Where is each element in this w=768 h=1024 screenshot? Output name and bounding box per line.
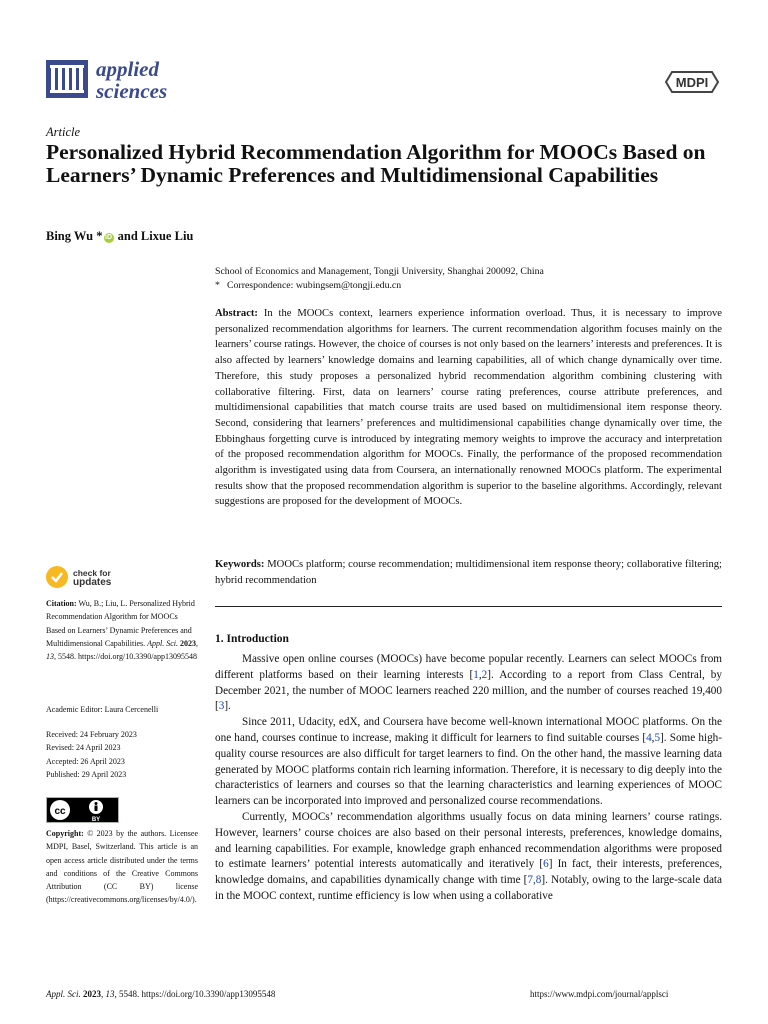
journal-logo-icon [46,60,88,98]
affiliations [215,265,725,292]
footer-citation: Appl. Sci. 2023, 13, 5548. https://doi.org/10.3390/app13095548 [46,989,276,999]
authors [46,229,193,244]
cc-by-license-icon[interactable] [46,797,119,823]
citation-block: Citation: Wu, B.; Liu, L. Personalized Hybrid Recommendation Algorithm for MOOCs Based on Learners’ Dynamic Preferences and Multidimensional Capabilities. Appl. Sci. 2023, 13, 5548. https://doi.org/10.3390/app13095548 [46,599,198,662]
affiliation: School of Economics and Management, Tongji University, Shanghai 200092, China [215,266,544,277]
introduction-body [215,652,722,905]
paragraph-3 [215,810,722,905]
text-run: Since 2011, Udacity, edX, and Coursera have become well-known international MOOC platforms. On the one hand, courses continue to increase, making it difficult for learners to find suitable courses [ [215,716,722,744]
mdpi-logo-text: MDPI [675,75,709,90]
correspondence [215,279,725,293]
author-2: and Lixue Liu [114,229,194,243]
check-for-updates-button[interactable] [46,566,166,594]
journal-name-line1: applied [96,57,159,81]
check-updates-line2: updates [73,577,112,588]
text-run: ]. Some high-quality course resources are also difficult for target learners to find. On the other hand, the massive learning data generated by MOOC platforms contain rich learning information. Therefore, it is necessary to dig deeply into the characteristics of learners and courses so that the learning characteristics and learning experiences of MOOC learners can be incorporated into improved and personalized course recommendations. [215,731,722,808]
citation-link[interactable]: 5 [654,731,661,744]
section-divider [215,606,722,607]
cc-by-label: BY [91,817,101,823]
citation-year: 2023 [180,638,196,648]
check-updates-icon [46,566,68,588]
section-heading-introduction: 1. Introduction [215,633,289,645]
citation-link[interactable]: 7,8 [527,874,542,887]
cc-label: cc [54,806,66,817]
check-updates-line1: check for [73,568,111,578]
text-run: ]. Notably, owing to the large-scale data in the MOOC context, runtime efficiency is low when using a collaborative [215,874,722,902]
citation-link[interactable]: 1 [473,668,479,681]
abstract [215,306,722,510]
text-run: Currently, MOOCs’ recommendation algorithms usually focus on data mining learners’ course ratings. However, learners’ course choices are also based on their personal interests, preferences, knowledge domains, and learning capabilities. For example, knowledge graph enhanced recommendation algorithms were proposed to estimate learners’ potential interests automatically and iteratively [ [215,810,722,871]
text-run: Massive open online courses (MOOCs) have become popular recently. Learners can select MOOCs from different platforms based on their learning interests [ [215,653,722,681]
mdpi-logo-icon [664,70,720,94]
abstract-text: In the MOOCs context, learners experience information overload. Thus, it is necessary to improve personalized recommendation algorithms for learners. The current recommendation algorithm focuses mainly on the learners’ course ratings. However, the choice of courses is not only based on the learners’ interests and preferences. It is also affected by learners’ knowledge domains and learning capabilities, all of which change dynamically over time. Therefore, this study proposes a personalized hybrid recommendation algorithm combining clustering with collaborative filtering. First, data on learners’ course rating preferences, course attribute preferences, and multidimensional capabilities that match course traits are used based on multidimensional item response theory. Second, considering that learners’ preferences and multidimensional capabilities change dynamically over time, the Ebbinghaus forgetting curve is introduced by integrating memory weights to improve the accuracy and interpretation of the proposed recommendation algorithm for MOOCs. Finally, the performance of the proposed recommendation algorithm is investigated using data from Coursera, an internationally renowned MOOCs platform. The experimental results show that the proposed recommendation algorithm is superior to the baseline algorithms. Accordingly, relevant suggestions are proposed for the development of MOOCs. [215,308,723,508]
academic-editor: Academic Editor: Laura Cercenelli [46,705,159,714]
article-type: Article [46,125,81,139]
keywords-text: MOOCs platform; course recommendation; multidimensional item response theory; collaborative filtering; hybrid recommendation [215,559,722,586]
orcid-icon[interactable]: iD [105,234,113,241]
citation-doi[interactable]: , 5548. https://doi.org/10.3390/app13095548 [54,652,197,662]
journal-name-line2: sciences [96,79,168,103]
keywords [215,557,722,588]
citation-link[interactable]: 3 [218,700,225,713]
correspondence-mark: * [215,279,220,291]
date-published: Published: 29 April 2023 [46,769,127,779]
citation-journal: Appl. Sci. [147,638,178,648]
citation-text: Wu, B.; Liu, L. Personalized Hybrid Recommendation Algorithm for MOOCs Based on Learners’ Dynamic Preferences and Multidimensional Capabilities. [46,599,195,648]
abstract-label: Abstract: [215,308,258,319]
text-run: ]. According to a report from Class Central, by December 2021, the number of MOOC learners reached 220 million, and the number of courses reached 19,400 [ [215,668,722,713]
citation-volume: 13 [46,652,54,662]
paragraph-2: Since 2011, Udacity, edX, and Coursera have become well-known international MOOC platforms. On the one hand, courses continue to increase, making it difficult for learners to find suitable courses [4,5]. Some high-quality course resources are also difficult for target learners to find. On the other hand, the massive learning data generated by MOOC platforms contain rich learning information. Therefore, it is necessary to dig deeply into the characteristics of learners and courses so that the learning characteristics and learning experiences of MOOC learners can be incorporated into improved and personalized course recommendations. [215,716,722,808]
date-accepted: Accepted: 26 April 2023 [46,756,125,766]
paragraph-1: Massive open online courses (MOOCs) have become popular recently. Learners can select MOOCs from different platforms based on their learning interests [1,2]. According to a report from Class Central, by December 2021, the number of MOOC learners reached 220 million, and the number of courses reached 19,400 [3]. [215,653,722,713]
footer-journal-link[interactable]: https://www.mdpi.com/journal/applsci [530,989,669,999]
publication-dates [46,728,198,781]
copyright-text: © 2023 by the authors. Licensee MDPI, Basel, Switzerland. This article is an open access article distributed under the terms and conditions of the Creative Commons Attribution (CC BY) license (https://creativecommons.org/licenses/by/4.0/). [46,829,199,905]
citation-label: Citation: [46,599,77,608]
paper-title: Personalized Hybrid Recommendation Algorithm for MOOCs Based on Learners’ Dynamic Preferences and Multidimensional Capabilities [46,140,706,187]
text-run: ] In fact, their interests, preferences, knowledge domains, and capabilities dynamically change with time [ [215,858,723,887]
journal-name [96,58,256,102]
correspondence-text: Correspondence: wubingsem@tongji.edu.cn [227,279,402,291]
check-updates-text [73,569,111,587]
author-1: Bing Wu * [46,229,103,243]
copyright-block [46,827,198,907]
citation-link[interactable]: 4 [646,731,652,744]
date-received: Received: 24 February 2023 [46,730,137,739]
keywords-label: Keywords: [215,559,265,570]
footer-volume: 13 [105,989,115,999]
date-revised: Revised: 24 April 2023 [46,743,121,753]
copyright-label: Copyright: [46,829,84,838]
text-run: ]. [224,700,231,713]
footer-journal: Appl. Sci. [46,989,81,999]
citation-link[interactable]: 6 [543,858,549,871]
footer-year: 2023 [83,989,101,999]
citation-link[interactable]: 2 [481,668,488,681]
footer-doi[interactable]: , 5548. https://doi.org/10.3390/app13095548 [114,989,276,999]
